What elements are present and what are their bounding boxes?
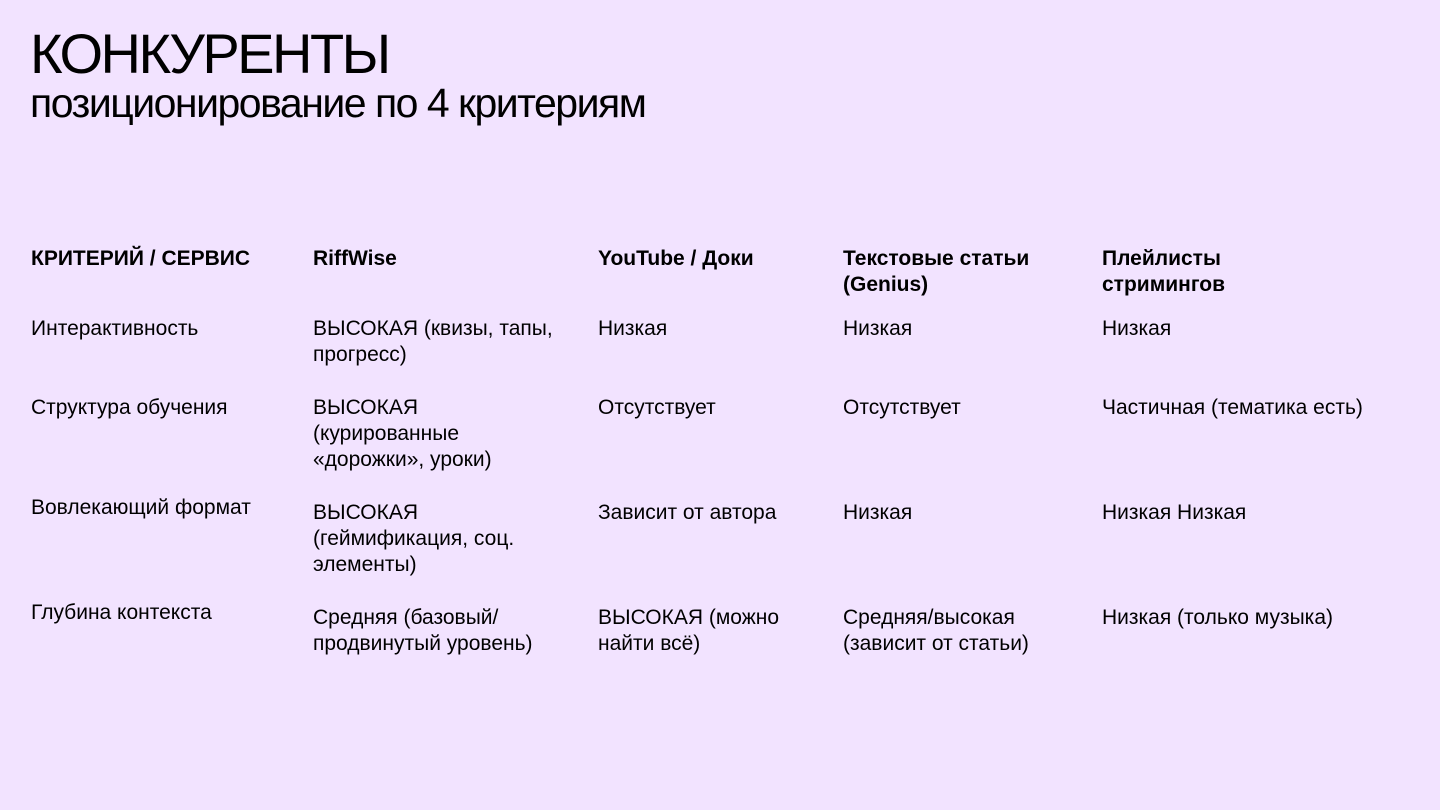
header-criterion: КРИТЕРИЙ / СЕРВИС [31,247,251,270]
row-structure-riffwise: ВЫСОКАЯ (курированные «дорожки», уроки) [313,396,492,471]
row-engaging-text-articles: Низкая [843,501,913,524]
page-subtitle: позиционирование по 4 критериям [30,80,646,126]
row-engaging-riffwise: ВЫСОКАЯ (геймификация, соц. элементы) [313,501,515,576]
row-engaging-streaming: Низкая Низкая [1102,501,1247,524]
row-engaging-criterion: Вовлекающий формат [31,496,251,519]
row-depth-youtube: ВЫСОКАЯ (можно найти всё) [598,606,780,655]
row-structure-streaming: Частичная (тематика есть) [1102,396,1363,419]
header-streaming-playlists: Плейлисты стримингов [1102,247,1226,296]
row-interactivity-text-articles: Низкая [843,317,913,340]
row-structure-criterion: Структура обучения [31,396,228,419]
header-text-articles: Текстовые статьи (Genius) [843,247,1030,296]
row-depth-text-articles: Средняя/высокая (зависит от статьи) [843,606,1029,655]
row-engaging-youtube: Зависит от автора [598,501,777,524]
row-depth-streaming: Низкая (только музыка) [1102,606,1333,629]
row-interactivity-streaming: Низкая [1102,317,1172,340]
row-structure-text-articles: Отсутствует [843,396,961,419]
page-title: КОНКУРЕНТЫ [30,22,389,85]
row-depth-criterion: Глубина контекста [31,601,212,624]
row-interactivity-criterion: Интерактивность [31,317,199,340]
row-interactivity-riffwise: ВЫСОКАЯ (квизы, тапы, прогресс) [313,317,553,366]
header-youtube: YouTube / Доки [598,247,754,270]
row-interactivity-youtube: Низкая [598,317,668,340]
row-depth-riffwise: Средняя (базовый/ продвинутый уровень) [313,606,533,655]
header-riffwise: RiffWise [313,247,397,270]
row-structure-youtube: Отсутствует [598,396,716,419]
